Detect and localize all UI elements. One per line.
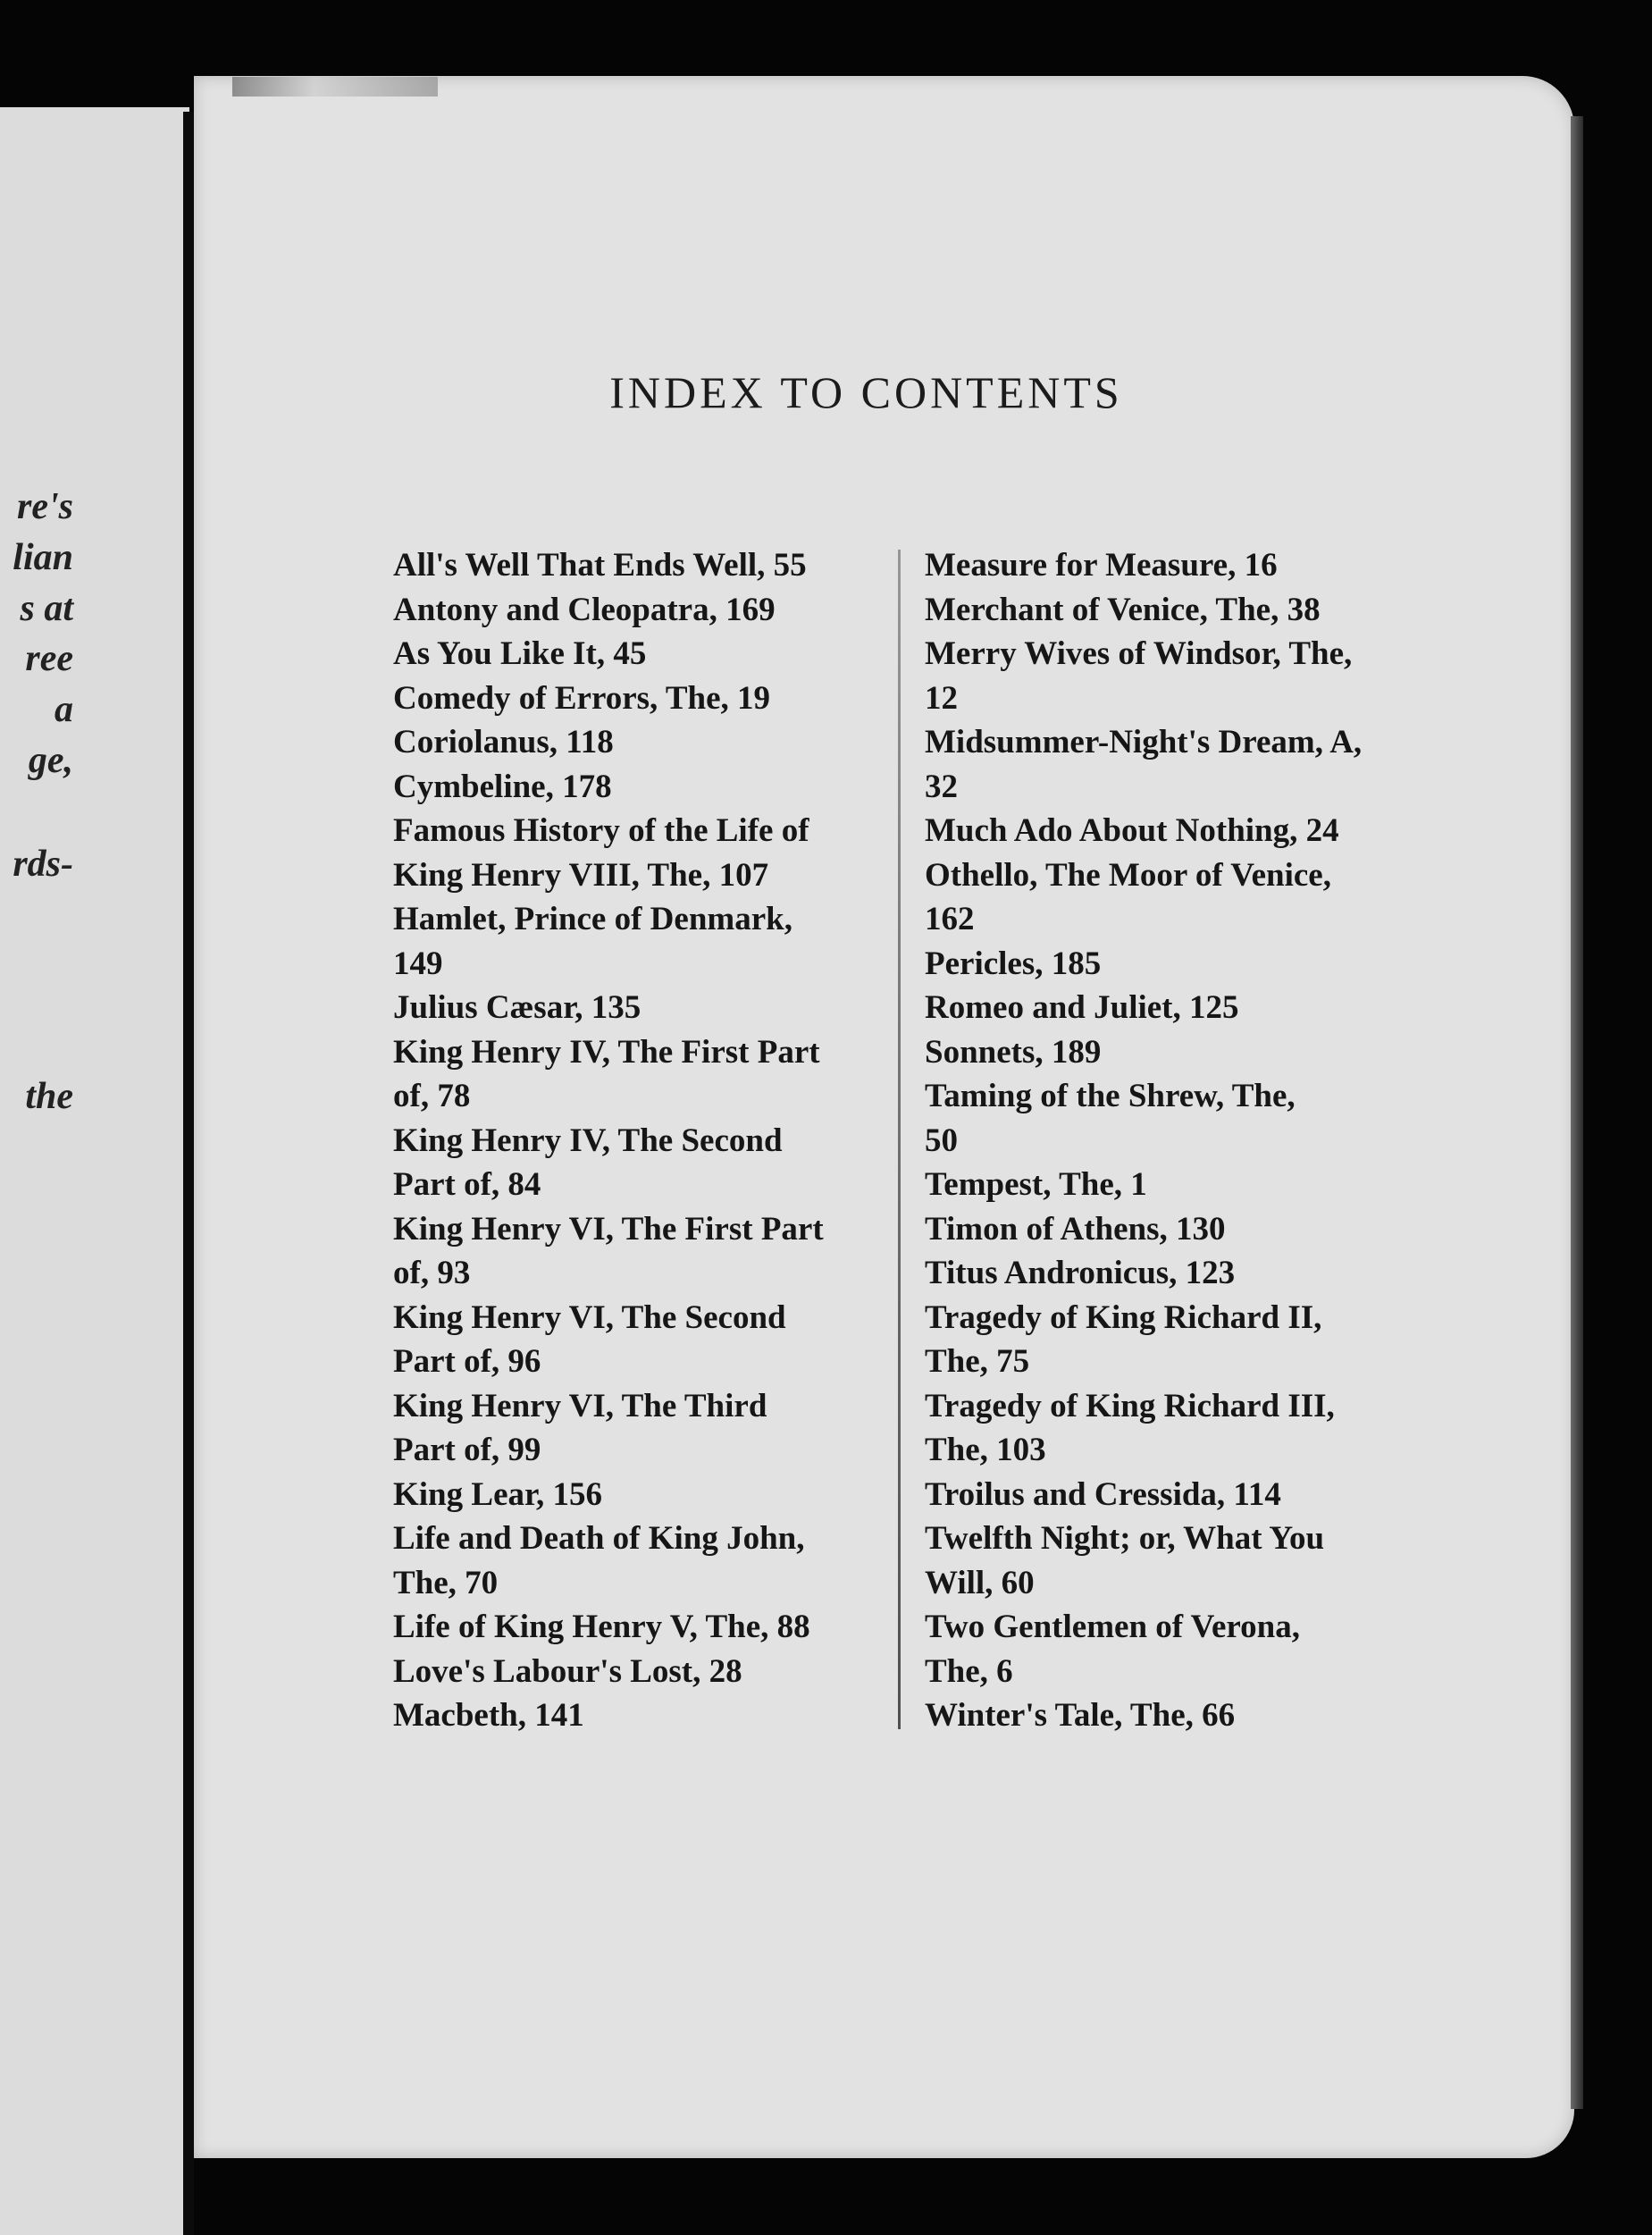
- index-entry: [925, 942, 1434, 987]
- index-entry-text: Midsummer-Night's Dream, A,: [925, 724, 1363, 760]
- index-column-right: [925, 543, 1434, 1738]
- index-entry: [925, 1605, 1434, 1693]
- index-entry: [925, 588, 1434, 633]
- index-entry-text: Antony and Cleopatra, 169: [393, 591, 776, 628]
- fragment-text: ree: [25, 638, 73, 679]
- fragment-text: lian: [13, 537, 73, 578]
- fragment-text: re's: [17, 486, 73, 527]
- index-entry-continuation: of, 78: [393, 1078, 471, 1114]
- index-entry: [925, 1074, 1434, 1163]
- index-entry: [925, 543, 1434, 588]
- index-entry-text: Julius Cæsar, 135: [393, 989, 642, 1026]
- index-entry: [393, 588, 902, 633]
- index-entry: [393, 1296, 902, 1384]
- index-entry-continuation: Part of, 96: [393, 1343, 541, 1380]
- page-title: INDEX TO CONTENTS: [609, 367, 1123, 417]
- index-entry: [925, 1693, 1434, 1738]
- index-entry: [393, 1517, 902, 1605]
- index-entry-text: Titus Andronicus, 123: [925, 1255, 1236, 1291]
- index-entry-text: Coriolanus, 118: [393, 724, 614, 760]
- index-entry-text: Cymbeline, 178: [393, 768, 612, 805]
- fragment-text: rds-: [13, 844, 73, 885]
- index-entry-continuation: 149: [393, 945, 443, 982]
- index-entry-continuation: 12: [925, 679, 958, 717]
- index-entry: [393, 986, 902, 1030]
- index-entry-text: Merchant of Venice, The, 38: [925, 591, 1321, 628]
- index-entry: [925, 720, 1434, 809]
- index-entry-text: Two Gentlemen of Verona,: [925, 1609, 1301, 1645]
- index-entry-continuation: 162: [925, 901, 975, 937]
- index-entry: [393, 1207, 902, 1296]
- index-entry-text: Famous History of the Life of: [393, 812, 809, 849]
- index-entry-continuation: Will, 60: [925, 1564, 1035, 1601]
- index-entry: [925, 1207, 1434, 1252]
- index-entry-text: Othello, The Moor of Venice,: [925, 856, 1331, 894]
- index-entry-text: Tragedy of King Richard II,: [925, 1298, 1322, 1336]
- index-entry-continuation: The, 70: [393, 1564, 499, 1601]
- index-entry-continuation: Part of, 84: [393, 1166, 541, 1203]
- index-entry-text: Measure for Measure, 16: [925, 547, 1278, 584]
- index-entry: [925, 632, 1434, 720]
- index-entry-text: Tragedy of King Richard III,: [925, 1387, 1335, 1424]
- column-divider: [898, 550, 901, 1729]
- index-entry-text: Love's Labour's Lost, 28: [393, 1652, 742, 1690]
- index-entry-continuation: The, 6: [925, 1652, 1013, 1690]
- index-entry-text: Timon of Athens, 130: [925, 1210, 1226, 1248]
- index-entry-text: Much Ado About Nothing, 24: [925, 812, 1339, 849]
- index-entry: [393, 1693, 902, 1738]
- index-entry: [393, 1384, 902, 1473]
- fragment-text: the: [25, 1076, 73, 1117]
- index-entry-text: King Henry IV, The Second: [393, 1122, 783, 1159]
- index-entry-text: As You Like It, 45: [393, 635, 647, 672]
- index-entry-text: Romeo and Juliet, 125: [925, 989, 1239, 1026]
- index-entry: [393, 1473, 902, 1517]
- index-entry: [925, 1517, 1434, 1605]
- index-entry-text: King Henry VI, The First Part: [393, 1210, 824, 1248]
- index-entry-text: King Henry IV, The First Part: [393, 1033, 820, 1071]
- index-entry: [393, 897, 902, 986]
- index-entry-text: Life and Death of King John,: [393, 1520, 805, 1557]
- index-entry: [393, 543, 902, 588]
- index-entry-text: Pericles, 185: [925, 945, 1102, 982]
- index-entry-text: Twelfth Night; or, What You: [925, 1520, 1325, 1557]
- index-entry: [393, 1650, 902, 1694]
- fragment-text: s at: [20, 588, 73, 629]
- index-entry: [393, 676, 902, 721]
- index-entry: [393, 1030, 902, 1119]
- page-top-edge: [232, 77, 438, 97]
- index-entry-text: King Lear, 156: [393, 1475, 603, 1513]
- index-entry: [925, 1384, 1434, 1473]
- index-entry-continuation: King Henry VIII, The, 107: [393, 856, 769, 894]
- index-entry-continuation: The, 103: [925, 1432, 1046, 1468]
- index-entry-text: Tempest, The, 1: [925, 1166, 1147, 1203]
- index-column-left: [393, 543, 902, 1738]
- index-entry-text: Macbeth, 141: [393, 1697, 584, 1734]
- index-entry-text: King Henry VI, The Third: [393, 1387, 767, 1424]
- index-entry: [925, 1163, 1434, 1207]
- index-entry-continuation: The, 75: [925, 1343, 1030, 1380]
- index-entry: [393, 809, 902, 897]
- index-entry-text: Comedy of Errors, The, 19: [393, 679, 771, 717]
- index-entry: [925, 1473, 1434, 1517]
- fragment-text: ge,: [28, 740, 73, 781]
- index-entry: [925, 853, 1434, 942]
- index-entry: [925, 809, 1434, 853]
- index-entry-text: Winter's Tale, The, 66: [925, 1697, 1236, 1734]
- index-entry-continuation: 50: [925, 1122, 958, 1159]
- index-entry-text: Merry Wives of Windsor, The,: [925, 635, 1353, 672]
- index-entry: [393, 1605, 902, 1650]
- index-entry: [925, 1296, 1434, 1384]
- index-entry-text: Life of King Henry V, The, 88: [393, 1609, 810, 1645]
- index-entry-continuation: Part of, 99: [393, 1432, 541, 1468]
- index-entry: [393, 765, 902, 810]
- book-spine: [183, 112, 194, 2235]
- index-entry-text: Sonnets, 189: [925, 1033, 1102, 1071]
- index-entry: [925, 1251, 1434, 1296]
- index-entry-text: Hamlet, Prince of Denmark,: [393, 901, 792, 937]
- index-entry-text: Taming of the Shrew, The,: [925, 1078, 1296, 1114]
- index-entry-text: King Henry VI, The Second: [393, 1298, 786, 1336]
- facing-page: [0, 107, 189, 2235]
- index-entry: [393, 720, 902, 765]
- index-entry-continuation: 32: [925, 768, 958, 805]
- index-entry: [925, 986, 1434, 1030]
- fragment-text: a: [55, 689, 73, 730]
- index-entry-text: Troilus and Cressida, 114: [925, 1475, 1281, 1513]
- index-entry: [925, 1030, 1434, 1075]
- index-entry: [393, 1119, 902, 1207]
- index-entry: [393, 632, 902, 676]
- index-entry-continuation: of, 93: [393, 1255, 471, 1291]
- index-entry-text: All's Well That Ends Well, 55: [393, 547, 807, 584]
